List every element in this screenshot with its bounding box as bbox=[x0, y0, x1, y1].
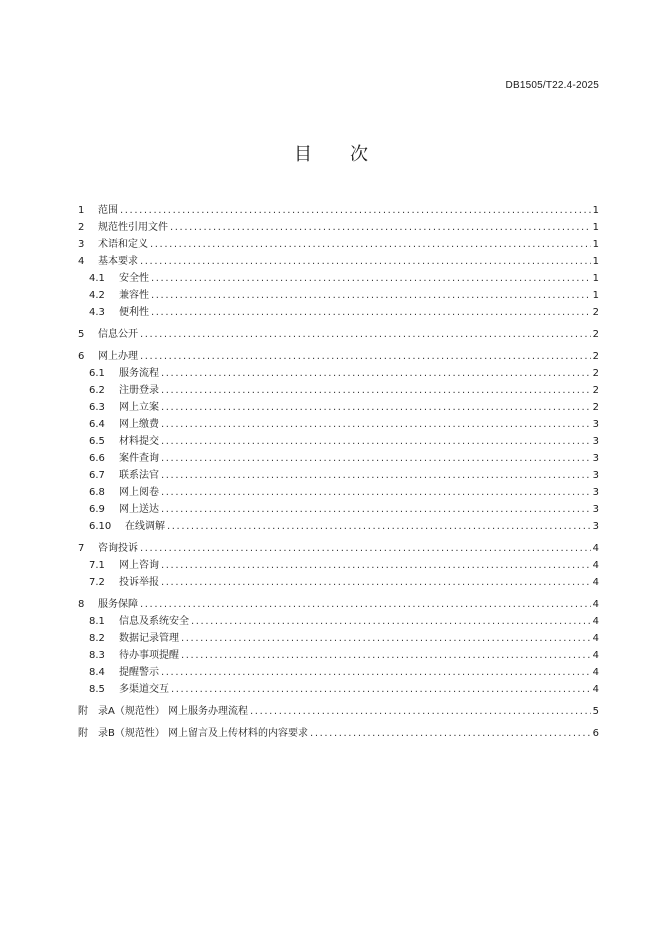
toc-entry[interactable] bbox=[78, 533, 599, 555]
toc-entry-page: 3 bbox=[592, 419, 599, 430]
toc-entry-page: 2 bbox=[592, 351, 599, 362]
toc-entry-number: 6.10 bbox=[89, 521, 112, 532]
toc-entry-page: 1 bbox=[592, 222, 599, 233]
toc-entry[interactable] bbox=[78, 380, 599, 397]
toc-entry-page: 6 bbox=[592, 728, 599, 739]
toc-entry-label: 术语和定义 bbox=[98, 239, 148, 250]
toc-entry[interactable] bbox=[78, 234, 599, 251]
toc-leader-dots bbox=[170, 222, 591, 234]
toc-entry-number: 6.9 bbox=[89, 504, 105, 515]
toc-entry[interactable] bbox=[78, 718, 599, 740]
toc-entry[interactable] bbox=[78, 200, 599, 217]
toc-entry-label: 网上立案 bbox=[119, 402, 159, 413]
toc-entry-number: 7.1 bbox=[89, 560, 105, 571]
toc-leader-dots bbox=[140, 543, 591, 555]
toc-entry-number: 6.4 bbox=[89, 419, 105, 430]
toc-entry[interactable] bbox=[78, 302, 599, 319]
toc-entry-label: 服务流程 bbox=[119, 368, 159, 379]
toc-entry-label: 网上咨询 bbox=[119, 560, 159, 571]
toc-leader-dots bbox=[151, 273, 591, 285]
toc-entry[interactable] bbox=[78, 679, 599, 696]
toc-entry-label: 案件查询 bbox=[119, 453, 159, 464]
toc-leader-dots bbox=[151, 290, 591, 302]
toc-entry[interactable] bbox=[78, 645, 599, 662]
toc-entry-page: 4 bbox=[592, 616, 599, 627]
page-title bbox=[0, 140, 662, 166]
toc-entry-number: 6.2 bbox=[89, 385, 105, 396]
toc-leader-dots bbox=[150, 239, 591, 251]
toc-entry[interactable] bbox=[78, 611, 599, 628]
toc-entry-page: 2 bbox=[592, 385, 599, 396]
toc-entry-number: 7 bbox=[78, 543, 85, 554]
toc-leader-dots bbox=[140, 351, 591, 363]
toc-entry-page: 5 bbox=[592, 706, 599, 717]
toc-entry-label: 联系法官 bbox=[119, 470, 159, 481]
toc-leader-dots bbox=[161, 470, 591, 482]
toc-leader-dots bbox=[171, 684, 591, 696]
document-code: DB1505/T22.4-2025 bbox=[505, 80, 599, 91]
toc-leader-dots bbox=[140, 256, 591, 268]
toc-leader-dots bbox=[191, 616, 591, 628]
toc-entry-page: 4 bbox=[592, 633, 599, 644]
toc-entry-number: 6.5 bbox=[89, 436, 105, 447]
toc-entry-number: 6.7 bbox=[89, 470, 105, 481]
toc-entry-label: 网上阅卷 bbox=[119, 487, 159, 498]
toc-entry-page: 2 bbox=[592, 307, 599, 318]
toc-entry-page: 4 bbox=[592, 667, 599, 678]
toc-entry-number: 8.2 bbox=[89, 633, 105, 644]
toc-entry-page: 3 bbox=[592, 453, 599, 464]
toc-entry-number: 8 bbox=[78, 599, 85, 610]
toc-leader-dots bbox=[120, 205, 591, 217]
toc-entry-page: 4 bbox=[592, 560, 599, 571]
toc-leader-dots bbox=[151, 307, 591, 319]
toc-leader-dots bbox=[161, 560, 591, 572]
toc-entry-number: 6.1 bbox=[89, 368, 105, 379]
toc-entry-number: 4.1 bbox=[89, 273, 105, 284]
toc-entry-page: 3 bbox=[592, 504, 599, 515]
toc-entry-label: 投诉举报 bbox=[119, 577, 159, 588]
toc-entry[interactable] bbox=[78, 499, 599, 516]
toc-entry-label: 兼容性 bbox=[119, 290, 149, 301]
toc-leader-dots bbox=[161, 667, 591, 679]
toc-entry-page: 1 bbox=[592, 205, 599, 216]
table-of-contents bbox=[78, 200, 599, 740]
toc-entry[interactable] bbox=[78, 268, 599, 285]
toc-entry[interactable] bbox=[78, 482, 599, 499]
toc-entry-page: 1 bbox=[592, 273, 599, 284]
toc-leader-dots bbox=[250, 706, 591, 718]
toc-entry[interactable] bbox=[78, 285, 599, 302]
toc-entry-label: 提醒警示 bbox=[119, 667, 159, 678]
toc-entry-page: 4 bbox=[592, 684, 599, 695]
toc-entry-page: 4 bbox=[592, 577, 599, 588]
toc-entry-label: 规范性引用文件 bbox=[98, 222, 168, 233]
toc-entry-label: 信息公开 bbox=[98, 329, 138, 340]
toc-entry-number: 1 bbox=[78, 205, 85, 216]
toc-entry-label: 服务保障 bbox=[98, 599, 138, 610]
toc-entry[interactable] bbox=[78, 341, 599, 363]
toc-entry-label: 基本要求 bbox=[98, 256, 138, 267]
toc-entry-number: 6.3 bbox=[89, 402, 105, 413]
title-char-1: 目 bbox=[294, 144, 312, 165]
toc-leader-dots bbox=[161, 487, 591, 499]
toc-leader-dots bbox=[167, 521, 591, 533]
toc-entry-number: 8.3 bbox=[89, 650, 105, 661]
toc-entry-label: 数据记录管理 bbox=[119, 633, 179, 644]
toc-entry-label: 便利性 bbox=[119, 307, 149, 318]
toc-entry-number: 4 bbox=[78, 256, 85, 267]
toc-entry-page: 1 bbox=[592, 239, 599, 250]
toc-entry-number: 5 bbox=[78, 329, 85, 340]
toc-entry-label: 材料提交 bbox=[119, 436, 159, 447]
toc-entry-number: 8.4 bbox=[89, 667, 105, 678]
toc-entry-page: 1 bbox=[592, 256, 599, 267]
toc-entry[interactable] bbox=[78, 696, 599, 718]
toc-entry-label: 咨询投诉 bbox=[98, 543, 138, 554]
toc-entry[interactable] bbox=[78, 397, 599, 414]
toc-entry-page: 1 bbox=[592, 290, 599, 301]
toc-entry-page: 3 bbox=[592, 521, 599, 532]
toc-entry-page: 4 bbox=[592, 599, 599, 610]
toc-entry-label: 网上缴费 bbox=[119, 419, 159, 430]
toc-leader-dots bbox=[161, 368, 591, 380]
toc-entry-number: 4.2 bbox=[89, 290, 105, 301]
toc-leader-dots bbox=[140, 599, 591, 611]
toc-entry-page: 3 bbox=[592, 436, 599, 447]
toc-entry-number: 6.8 bbox=[89, 487, 105, 498]
toc-entry[interactable] bbox=[78, 431, 599, 448]
toc-entry-number: 附 bbox=[78, 728, 88, 739]
toc-leader-dots bbox=[161, 385, 591, 397]
toc-entry-number: 3 bbox=[78, 239, 85, 250]
toc-entry[interactable] bbox=[78, 516, 599, 533]
toc-leader-dots bbox=[161, 436, 591, 448]
toc-entry-label: 信息及系统安全 bbox=[119, 616, 189, 627]
toc-entry-number: 6.6 bbox=[89, 453, 105, 464]
toc-entry-number: 6 bbox=[78, 351, 85, 362]
toc-leader-dots bbox=[161, 402, 591, 414]
toc-entry[interactable] bbox=[78, 448, 599, 465]
toc-leader-dots bbox=[161, 419, 591, 431]
toc-entry[interactable] bbox=[78, 572, 599, 589]
toc-leader-dots bbox=[161, 577, 591, 589]
toc-entry-label: 在线调解 bbox=[125, 521, 165, 532]
toc-entry-number: 8.5 bbox=[89, 684, 105, 695]
toc-entry-label: 多渠道交互 bbox=[119, 684, 169, 695]
toc-entry[interactable] bbox=[78, 465, 599, 482]
toc-entry-page: 4 bbox=[592, 543, 599, 554]
toc-entry-number: 7.2 bbox=[89, 577, 105, 588]
toc-entry-label: 录B（规范性） 网上留言及上传材料的内容要求 bbox=[98, 728, 309, 739]
toc-leader-dots bbox=[140, 329, 591, 341]
toc-leader-dots bbox=[310, 728, 591, 740]
toc-entry-number: 附 bbox=[78, 706, 88, 717]
toc-entry[interactable] bbox=[78, 662, 599, 679]
toc-entry-page: 2 bbox=[592, 402, 599, 413]
toc-leader-dots bbox=[161, 453, 591, 465]
toc-entry-page: 4 bbox=[592, 650, 599, 661]
toc-entry-number: 4.3 bbox=[89, 307, 105, 318]
toc-entry-number: 2 bbox=[78, 222, 85, 233]
toc-entry-label: 待办事项提醒 bbox=[119, 650, 179, 661]
toc-entry-page: 2 bbox=[592, 368, 599, 379]
toc-entry-number: 8.1 bbox=[89, 616, 105, 627]
toc-entry[interactable] bbox=[78, 628, 599, 645]
toc-entry-label: 网上送达 bbox=[119, 504, 159, 515]
toc-entry[interactable] bbox=[78, 217, 599, 234]
toc-entry[interactable] bbox=[78, 589, 599, 611]
toc-entry[interactable] bbox=[78, 555, 599, 572]
toc-entry[interactable] bbox=[78, 363, 599, 380]
toc-entry[interactable] bbox=[78, 414, 599, 431]
toc-entry[interactable] bbox=[78, 319, 599, 341]
toc-entry-label: 注册登录 bbox=[119, 385, 159, 396]
toc-entry-label: 范围 bbox=[98, 205, 118, 216]
toc-entry-label: 网上办理 bbox=[98, 351, 138, 362]
toc-entry-page: 2 bbox=[592, 329, 599, 340]
toc-leader-dots bbox=[161, 504, 591, 516]
toc-entry-page: 3 bbox=[592, 470, 599, 481]
toc-leader-dots bbox=[181, 633, 591, 645]
toc-entry[interactable] bbox=[78, 251, 599, 268]
toc-leader-dots bbox=[181, 650, 591, 662]
toc-entry-page: 3 bbox=[592, 487, 599, 498]
toc-entry-label: 录A（规范性） 网上服务办理流程 bbox=[98, 706, 249, 717]
title-char-2: 次 bbox=[350, 144, 368, 165]
toc-entry-label: 安全性 bbox=[119, 273, 149, 284]
